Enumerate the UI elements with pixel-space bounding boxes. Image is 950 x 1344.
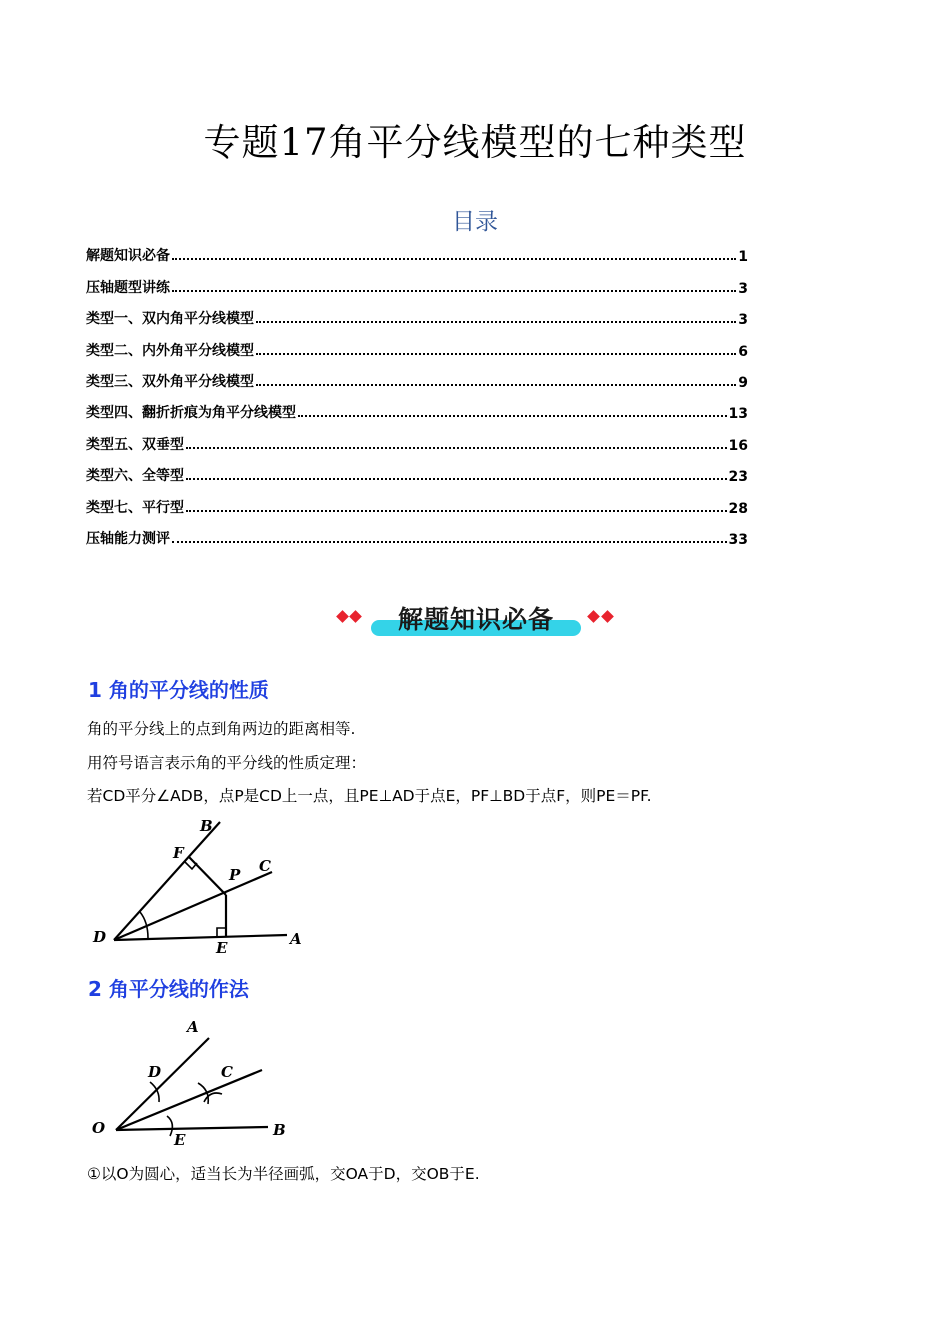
toc-item-label: 类型三、双外角平分线模型 [86,373,254,390]
toc-item-page: 16 [728,437,748,454]
label-b: B [200,817,213,835]
toc-item-label: 类型一、双内角平分线模型 [86,311,254,328]
page-title: 专题17角平分线模型的七种类型 [203,121,747,164]
toc-item-page: 1 [738,249,748,266]
label-a: A [290,930,302,948]
paragraph: 若CD平分∠ADB，点P是CD上一点，且PE⊥AD于点E，PF⊥BD于点F，则PE＝PF. [87,787,652,805]
toc-item-label: 类型六、全等型 [86,468,184,485]
label-d: D [148,1063,162,1081]
label-c: C [259,857,271,875]
toc-item-label: 类型五、双垂型 [86,436,184,453]
banner-title: 解题知识必备 [397,605,554,634]
toc-item-page: 23 [728,469,748,486]
toc-item-page: 9 [738,374,748,391]
toc-item-page: 6 [738,343,748,360]
toc-item-label: 解题知识必备 [86,248,170,265]
label-e: E [216,939,228,957]
toc-heading: 目录 [452,209,498,235]
label-o: O [92,1119,106,1137]
toc-item-page: 33 [728,531,748,548]
label-d: D [93,928,107,946]
label-b: B [273,1121,286,1139]
toc-item-page: 13 [728,406,748,423]
label-f: F [173,844,184,862]
toc-item-label: 压轴题型讲练 [86,279,170,296]
paragraph: ①以O为圆心，适当长为半径画弧，交OA于D，交OB于E. [87,1165,480,1183]
toc-item-label: 类型七、平行型 [86,499,184,516]
toc-item-page: 3 [738,312,748,329]
toc-item-label: 压轴能力测评 [86,530,170,547]
label-c: C [221,1063,233,1081]
section-heading: 2 角平分线的作法 [88,977,249,1001]
toc-item-page: 3 [738,280,748,297]
label-e: E [174,1131,186,1149]
toc-item-label: 类型二、内外角平分线模型 [86,342,254,359]
construction-arc-e [167,1116,172,1136]
toc-item-label: 类型四、翻折折痕为角平分线模型 [86,405,296,422]
section-heading: 1 角的平分线的性质 [88,678,269,702]
ray-oc [116,1070,262,1130]
paragraph: 角的平分线上的点到角两边的距离相等. [87,720,356,738]
ray-ob [116,1127,268,1130]
toc-item-page: 28 [728,500,748,517]
ray-oa [116,1038,209,1130]
label-p: P [229,866,241,884]
paragraph: 用符号语言表示角的平分线的性质定理： [87,754,367,772]
label-a: A [187,1018,199,1036]
